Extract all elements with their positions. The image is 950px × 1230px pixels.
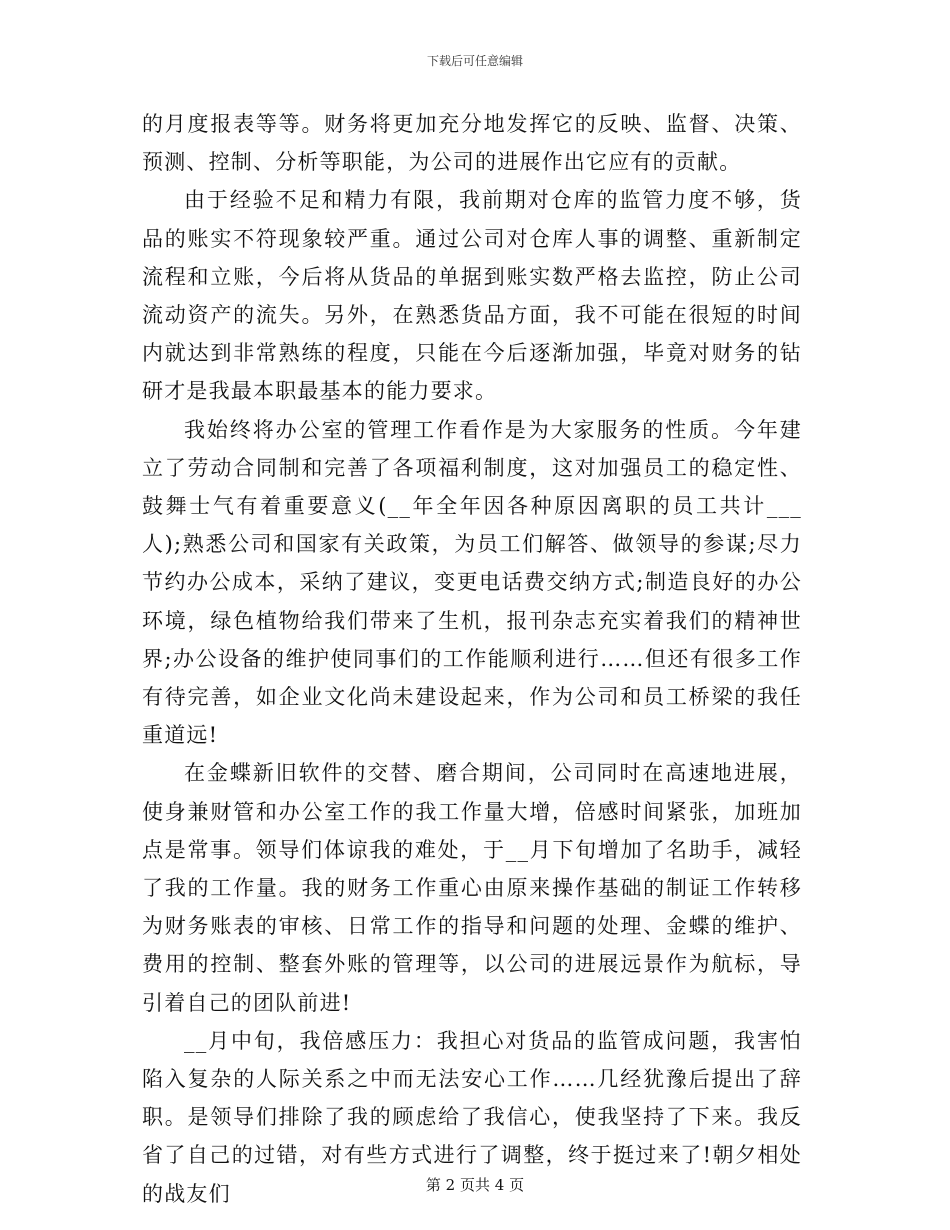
body-text <box>142 105 802 1213</box>
paragraph-4: 在金蝶新旧软件的交替、磨合期间，公司同时在高速地进展，使身兼财管和办公室工作的我工作量大增，倍感时间紧张，加班加点是常事。领导们体谅我的难处，于__月下旬增加了名助手，减轻了我的工作量。我的财务工作重心由原来操作基础的制证工作转移为财务账表的审核、日常工作的指导和问题的处理、金蝶的维护、费用的控制、整套外账的管理等，以公司的进展远景作为航标，导引着自己的团队前进! <box>142 761 802 1015</box>
paragraph-3: 我始终将办公室的管理工作看作是为大家服务的性质。今年建立了劳动合同制和完善了各项福利制度，这对加强员工的稳定性、鼓舞士气有着重要意义(__年全年因各种原因离职的员工共计___人);熟悉公司和国家有关政策，为员工们解答、做领导的参谋;尽力节约办公成本，采纳了建议，变更电话费交纳方式;制造良好的办公环境，绿色植物给我们带来了生机，报刊杂志充实着我们的精神世界;办公设备的维护使同事们的工作能顺利进行……但还有很多工作有待完善，如企业文化尚未建设起来，作为公司和员工桥梁的我任重道远! <box>142 417 802 748</box>
paragraph-1: 的月度报表等等。财务将更加充分地发挥它的反映、监督、决策、预测、控制、分析等职能，为公司的进展作出它应有的贡献。 <box>142 112 802 175</box>
page-footer: 第 2 页共 4 页 <box>425 1176 525 1194</box>
paragraph-5: __月中旬，我倍感压力：我担心对货品的监管成问题，我害怕陷入复杂的人际关系之中而无法安心工作……几经犹豫后提出了辞职。是领导们排除了我的顾虑给了我信心，使我坚持了下来。我反省了自己的过错，对有些方式进行了调整，终于挺过来了!朝夕相处的战友们 <box>142 1028 802 1206</box>
paragraph-2: 由于经验不足和精力有限，我前期对仓库的监管力度不够，货品的账实不符现象较严重。通过公司对仓库人事的调整、重新制定流程和立账，今后将从货品的单据到账实数严格去监控，防止公司流动资产的流失。另外，在熟悉货品方面，我不可能在很短的时间内就达到非常熟练的程度，只能在今后逐渐加强，毕竟对财务的钻研才是我最本职最基本的能力要求。 <box>142 188 802 404</box>
page-header: 下载后可任意编辑 <box>426 54 523 68</box>
